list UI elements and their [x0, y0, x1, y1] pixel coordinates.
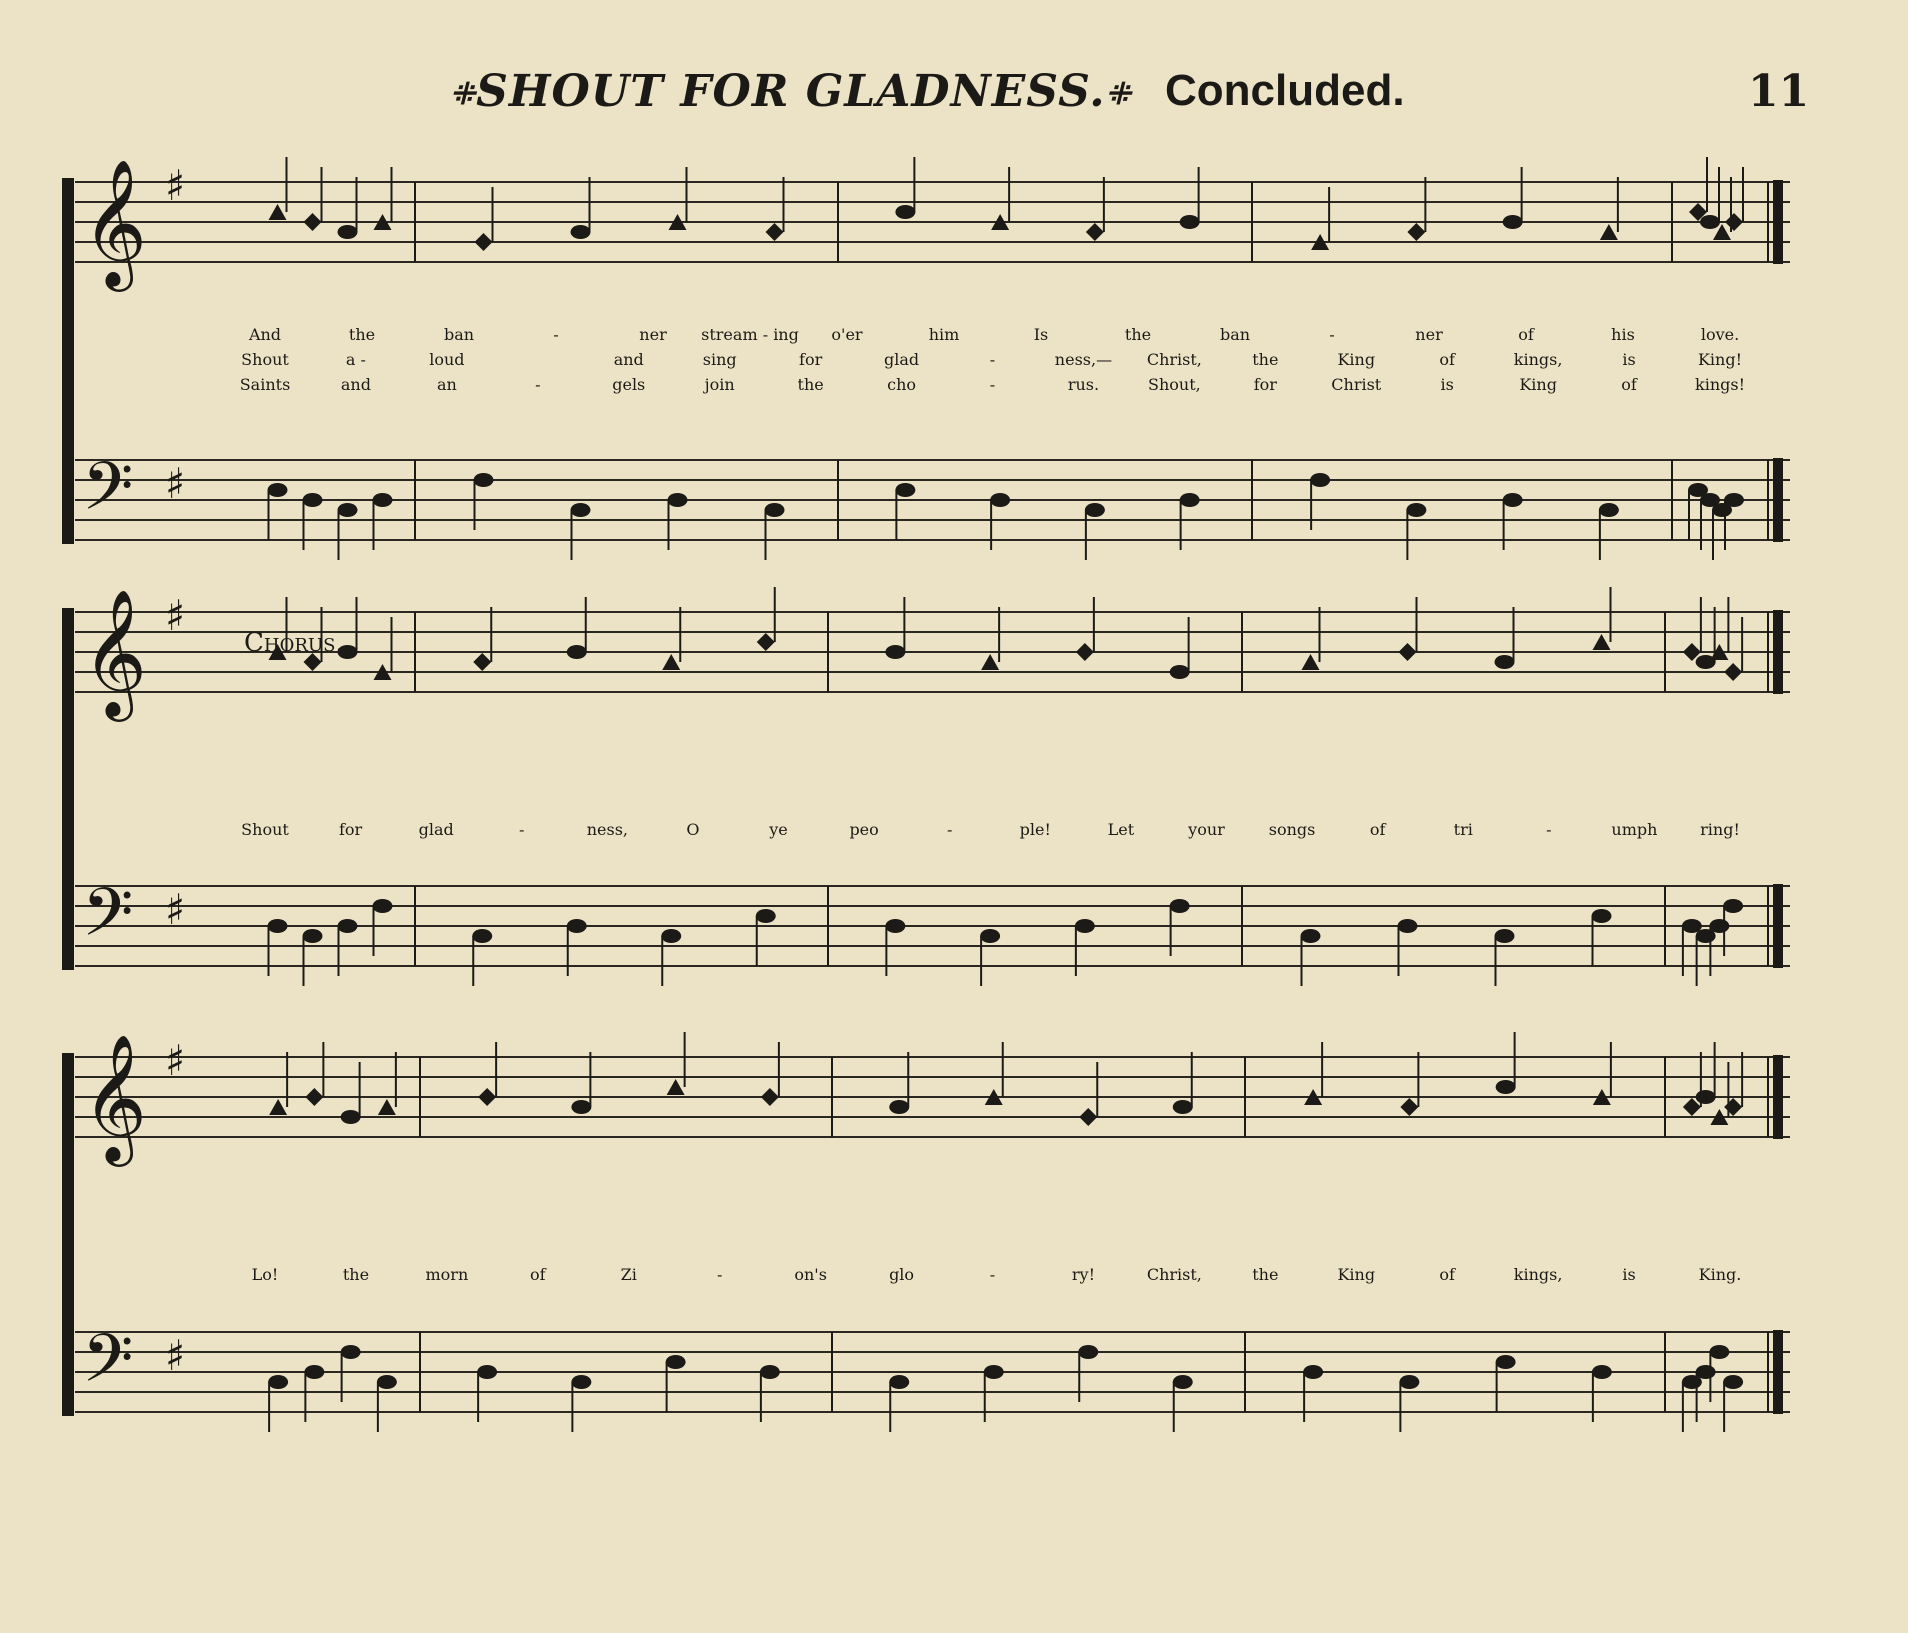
- lyric-syllable: And: [248, 325, 282, 344]
- lyric-syllable: ye: [769, 820, 788, 839]
- bass-note: [1170, 899, 1190, 913]
- lyric-syllable: is: [1440, 375, 1454, 394]
- lyric-syllable: stream - ing: [701, 325, 799, 344]
- lyric-syllable: -: [553, 325, 559, 344]
- bass-note: [268, 919, 288, 933]
- lyric-syllable: ner: [639, 325, 667, 344]
- bass-note: [1075, 919, 1095, 933]
- sharp-icon: ♯: [165, 161, 186, 210]
- bass-note: [1723, 1375, 1743, 1389]
- bass-note: [303, 929, 323, 943]
- bass-note: [1301, 929, 1321, 943]
- shape-note-round: [567, 645, 587, 659]
- shape-note-diamond: [1407, 223, 1425, 241]
- lyric-syllable: ban: [1219, 325, 1251, 344]
- bass-note: [1078, 1345, 1098, 1359]
- lyric-syllable: King!: [1697, 350, 1743, 369]
- system-brace: [62, 608, 74, 970]
- lyric-syllable: and: [340, 375, 371, 394]
- bass-note: [1503, 493, 1523, 507]
- chorus-label: Chorus.: [244, 628, 344, 658]
- shape-note-diamond: [1724, 1098, 1742, 1116]
- sharp-icon: ♯: [165, 885, 186, 934]
- shape-note-diamond: [1725, 213, 1743, 231]
- shape-note-diamond: [761, 1088, 779, 1106]
- lyric-syllable: of: [1439, 350, 1455, 369]
- sharp-icon: ♯: [165, 1036, 186, 1085]
- shape-note-round: [1180, 215, 1200, 229]
- shape-note-round: [571, 225, 591, 239]
- final-bar-thick: [1773, 458, 1783, 542]
- lyric-line: [0, 350, 1908, 376]
- shape-note-round: [571, 1100, 591, 1114]
- lyric-syllable: gels: [612, 375, 646, 394]
- bass-note: [304, 1365, 324, 1379]
- lyric-syllable: -: [1546, 820, 1552, 839]
- shape-note-diamond: [478, 1088, 496, 1106]
- lyric-syllable: -: [989, 1265, 996, 1284]
- lyric-syllable: your: [1188, 820, 1225, 839]
- lyric-syllable: the: [1124, 325, 1152, 344]
- bass-note: [980, 929, 1000, 943]
- lyric-line: [0, 375, 1908, 401]
- bass-note: [1398, 919, 1418, 933]
- lyric-syllable: for: [1253, 375, 1277, 394]
- lyric-syllable: -: [716, 1265, 723, 1284]
- lyric-syllable: King: [1337, 1265, 1376, 1284]
- lyric-syllable: glad: [418, 820, 454, 839]
- bass-note: [990, 493, 1010, 507]
- shape-note-round: [889, 1100, 909, 1114]
- lyric-syllable: of: [1518, 325, 1534, 344]
- shape-note-diamond: [473, 653, 491, 671]
- bass-note: [1310, 473, 1330, 487]
- lyric-syllable: the: [342, 1265, 370, 1284]
- shape-note-triangle: [662, 654, 680, 670]
- lyric-syllable: for: [338, 820, 363, 839]
- shape-note-round: [1700, 215, 1720, 229]
- lyric-syllable: and: [613, 350, 644, 369]
- lyric-syllable: tri: [1453, 820, 1473, 839]
- bass-note: [1696, 1365, 1716, 1379]
- bass-note: [571, 503, 591, 517]
- lyric-syllable: ner: [1415, 325, 1443, 344]
- lyric-syllable: Christ,: [1146, 350, 1202, 369]
- lyric-syllable: Christ,: [1146, 1265, 1202, 1284]
- lyric-syllable: O: [686, 820, 700, 839]
- shape-note-diamond: [766, 223, 784, 241]
- bass-note: [666, 1355, 686, 1369]
- lyric-syllable: King: [1337, 350, 1376, 369]
- bass-note: [885, 919, 905, 933]
- lyric-syllable: o'er: [831, 325, 863, 344]
- lyric-syllable: the: [797, 375, 824, 394]
- lyric-syllable: ness,: [586, 820, 628, 839]
- bass-note: [1709, 1345, 1729, 1359]
- lyric-syllable: love.: [1700, 325, 1740, 344]
- lyric-syllable: on's: [794, 1265, 827, 1284]
- lyric-syllable: umph: [1611, 820, 1658, 839]
- bass-note: [472, 929, 492, 943]
- lyric-syllable: the: [348, 325, 376, 344]
- lyric-syllable: the: [1252, 1265, 1279, 1284]
- shape-note-triangle: [1302, 654, 1320, 670]
- shape-note-diamond: [475, 233, 493, 251]
- lyric-syllable: cho: [887, 375, 917, 394]
- song-subtitle: Concluded.: [1165, 66, 1405, 115]
- lyric-syllable: his: [1611, 325, 1635, 344]
- bass-note: [756, 909, 776, 923]
- bass-note: [377, 1375, 397, 1389]
- bass-note: [1406, 503, 1426, 517]
- lyric-syllable: -: [535, 375, 541, 394]
- shape-note-diamond: [305, 1088, 323, 1106]
- lyric-syllable: King: [1519, 375, 1557, 394]
- shape-note-round: [1170, 665, 1190, 679]
- lyric-syllable: -: [1329, 325, 1335, 344]
- shape-note-diamond: [1399, 643, 1417, 661]
- bass-clef-icon: 𝄢: [82, 448, 134, 541]
- shape-note-round: [885, 645, 905, 659]
- final-bar-thick: [1773, 610, 1783, 694]
- lyric-syllable: loud: [429, 350, 465, 369]
- lyric-syllable: ban: [443, 325, 475, 344]
- lyric-syllable: King.: [1698, 1265, 1742, 1284]
- bass-note: [1592, 1365, 1612, 1379]
- lyric-syllable: Is: [1033, 325, 1049, 344]
- bass-note: [661, 929, 681, 943]
- bass-note: [1496, 1355, 1516, 1369]
- lyric-syllable: sing: [702, 350, 737, 369]
- song-title-text: SHOUT FOR GLADNESS.: [476, 66, 1106, 117]
- lyric-syllable: kings!: [1695, 375, 1745, 394]
- lyric-syllable: is: [1622, 1265, 1636, 1284]
- shape-note-triangle: [269, 1099, 287, 1115]
- shape-note-round: [1503, 215, 1523, 229]
- lyric-syllable: Shout: [241, 350, 289, 369]
- lyric-syllable: join: [704, 375, 735, 394]
- ornament-left-icon: ⁜: [450, 77, 477, 112]
- bass-note: [1495, 929, 1515, 943]
- bass-clef-icon: 𝄢: [82, 1320, 134, 1413]
- lyric-syllable: -: [989, 375, 996, 394]
- lyric-syllable: of: [1369, 820, 1386, 839]
- bass-note: [1724, 493, 1744, 507]
- bass-note: [1599, 503, 1619, 517]
- bass-note: [895, 483, 915, 497]
- lyric-syllable: peo: [849, 820, 879, 839]
- lyric-syllable: ring!: [1700, 820, 1740, 839]
- bass-note: [1085, 503, 1105, 517]
- lyric-line: [0, 820, 1908, 846]
- sharp-icon: ♯: [165, 591, 186, 640]
- lyric-syllable: of: [1439, 1265, 1455, 1284]
- bass-note: [760, 1365, 780, 1379]
- shape-note-round: [1495, 655, 1515, 669]
- lyric-syllable: Zi: [620, 1265, 637, 1284]
- bass-note: [477, 1365, 497, 1379]
- ornament-right-icon: ⁜: [1105, 77, 1132, 112]
- lyric-syllable: Let: [1107, 820, 1135, 839]
- shape-note-triangle: [1593, 634, 1611, 650]
- shape-note-round: [1173, 1100, 1193, 1114]
- bass-note: [1303, 1365, 1323, 1379]
- shape-note-diamond: [1079, 1108, 1097, 1126]
- shape-note-triangle: [269, 204, 287, 220]
- shape-note-round: [338, 225, 358, 239]
- page-number: 11: [1748, 66, 1810, 117]
- lyric-syllable: rus.: [1067, 375, 1100, 394]
- shape-note-round: [341, 1110, 361, 1124]
- bass-note: [765, 503, 785, 517]
- lyric-line: [0, 1265, 1908, 1291]
- lyric-syllable: -: [947, 820, 953, 839]
- shape-note-triangle: [1600, 224, 1618, 240]
- final-bar-thick: [1773, 884, 1783, 968]
- shape-note-triangle: [378, 1099, 396, 1115]
- lyric-syllable: of: [1621, 375, 1637, 394]
- shape-note-diamond: [1400, 1098, 1418, 1116]
- bass-note: [338, 919, 358, 933]
- shape-note-diamond: [304, 213, 322, 231]
- shape-note-round: [1496, 1080, 1516, 1094]
- lyric-syllable: Shout: [241, 820, 289, 839]
- bass-note: [984, 1365, 1004, 1379]
- lyric-line: [0, 325, 1908, 351]
- sharp-icon: ♯: [165, 1331, 186, 1380]
- treble-clef-icon: 𝄞: [82, 1033, 148, 1161]
- lyric-syllable: morn: [425, 1265, 469, 1284]
- lyric-syllable: glad: [883, 350, 920, 369]
- bass-note: [338, 503, 358, 517]
- lyric-syllable: -: [519, 820, 525, 839]
- system-brace: [62, 1053, 74, 1416]
- final-bar-thick: [1773, 180, 1783, 264]
- lyric-syllable: -: [989, 350, 996, 369]
- bass-note: [889, 1375, 909, 1389]
- bass-note: [341, 1345, 361, 1359]
- shape-note-diamond: [1086, 223, 1104, 241]
- treble-clef-icon: 𝄞: [82, 158, 148, 286]
- lyric-syllable: Shout,: [1148, 375, 1201, 394]
- final-bar-thick: [1773, 1330, 1783, 1414]
- lyric-syllable: ple!: [1019, 820, 1051, 839]
- bass-note: [268, 1375, 288, 1389]
- final-bar-thick: [1773, 1055, 1783, 1139]
- lyric-syllable: glo: [889, 1265, 915, 1284]
- bass-note: [567, 919, 587, 933]
- bass-note: [373, 493, 393, 507]
- bass-note: [1723, 899, 1743, 913]
- lyric-syllable: Christ: [1331, 375, 1382, 394]
- lyric-syllable: of: [530, 1265, 546, 1284]
- lyric-syllable: kings,: [1513, 1265, 1563, 1284]
- shape-note-triangle: [981, 654, 999, 670]
- bass-note: [1709, 919, 1729, 933]
- lyric-syllable: for: [799, 350, 823, 369]
- bass-note: [268, 483, 288, 497]
- lyric-syllable: kings,: [1513, 350, 1563, 369]
- sharp-icon: ♯: [165, 459, 186, 508]
- bass-note: [1399, 1375, 1419, 1389]
- bass-note: [571, 1375, 591, 1389]
- lyric-syllable: is: [1622, 350, 1636, 369]
- lyric-syllable: ry!: [1071, 1265, 1095, 1284]
- lyric-syllable: songs: [1268, 820, 1316, 839]
- lyric-syllable: the: [1252, 350, 1279, 369]
- bass-note: [668, 493, 688, 507]
- lyric-syllable: an: [436, 375, 457, 394]
- lyric-syllable: a -: [345, 350, 366, 369]
- shape-note-round: [1696, 1090, 1716, 1104]
- bass-note: [1180, 493, 1200, 507]
- treble-clef-icon: 𝄞: [82, 588, 148, 716]
- shape-note-diamond: [1076, 643, 1094, 661]
- bass-clef-icon: 𝄢: [82, 874, 134, 967]
- lyric-syllable: Saints: [239, 375, 291, 394]
- shape-note-triangle: [667, 1079, 685, 1095]
- shape-note-round: [895, 205, 915, 219]
- bass-note: [1592, 909, 1612, 923]
- shape-note-diamond: [757, 633, 775, 651]
- lyric-syllable: him: [928, 325, 960, 344]
- bass-note: [1173, 1375, 1193, 1389]
- bass-note: [474, 473, 494, 487]
- bass-note: [303, 493, 323, 507]
- lyric-syllable: Lo!: [251, 1265, 279, 1284]
- lyric-syllable: ness,—: [1054, 350, 1113, 369]
- shape-note-diamond: [1724, 663, 1742, 681]
- bass-note: [373, 899, 393, 913]
